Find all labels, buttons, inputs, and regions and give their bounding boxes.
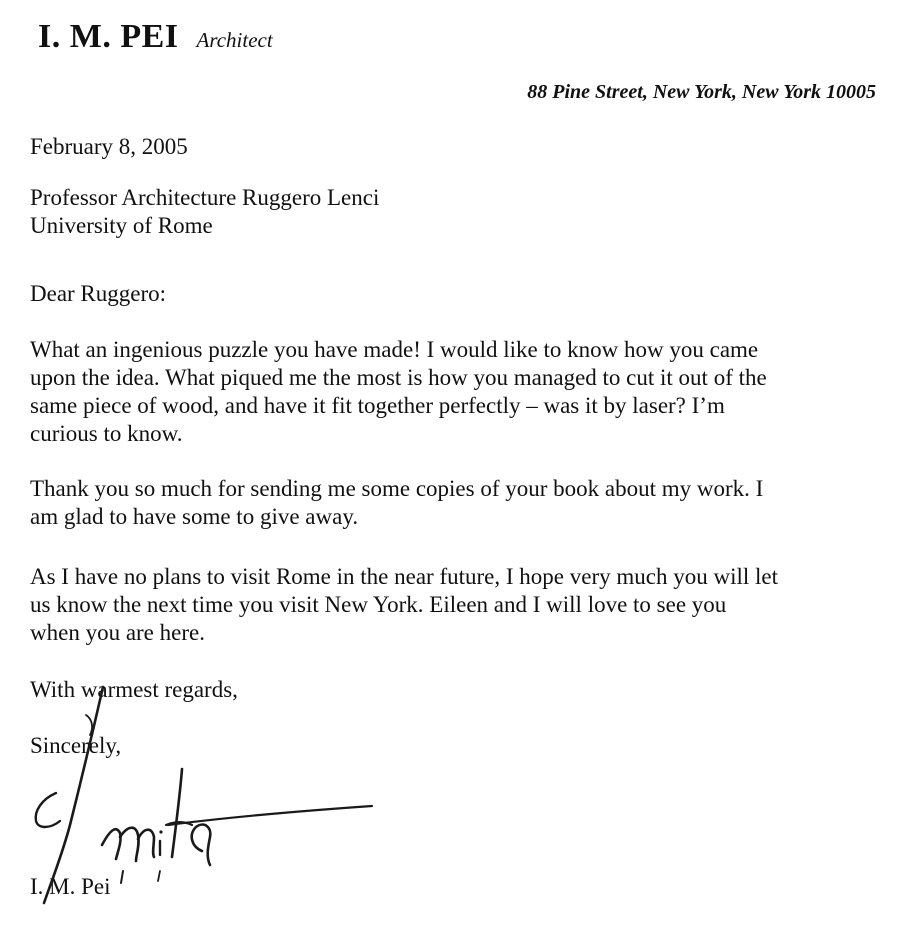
paragraph-line: Thank you so much for sending me some copies of your book about my work. I (30, 476, 764, 501)
paragraph-line: us know the next time you visit New York. Eileen and I will love to see you (30, 592, 727, 617)
paragraph-line: curious to know. (30, 421, 183, 446)
paragraph-line: upon the idea. What piqued me the most is how you managed to cut it out of the (30, 365, 767, 390)
body-paragraph-2 (30, 475, 763, 531)
signoff: Sincerely, (30, 733, 122, 758)
letter-date: February 8, 2005 (30, 134, 188, 159)
closing-line: With warmest regards, (30, 677, 238, 702)
paragraph-line: same piece of wood, and have it fit together perfectly – was it by laser? I’m (30, 393, 725, 418)
paragraph-line: am glad to have some to give away. (30, 504, 359, 529)
firm-name: I. M. PEI (38, 18, 179, 55)
paragraph-line: What an ingenious puzzle you have made! I would like to know how you came (30, 337, 759, 362)
recipient-name: Professor Architecture Ruggero Lenci (30, 185, 380, 210)
recipient-block (30, 184, 379, 240)
firm-role: Architect (196, 28, 273, 52)
signer-name: I. M. Pei (30, 874, 111, 899)
recipient-institution: University of Rome (30, 213, 213, 238)
paragraph-line: As I have no plans to visit Rome in the near future, I hope very much you will let (30, 564, 778, 589)
letterhead (38, 18, 273, 56)
body-paragraph-1 (30, 336, 767, 448)
paragraph-line: when you are here. (30, 620, 205, 645)
body-paragraph-3 (30, 563, 778, 647)
salutation: Dear Ruggero: (30, 281, 167, 306)
firm-address: 88 Pine Street, New York, New York 10005 (527, 81, 876, 103)
